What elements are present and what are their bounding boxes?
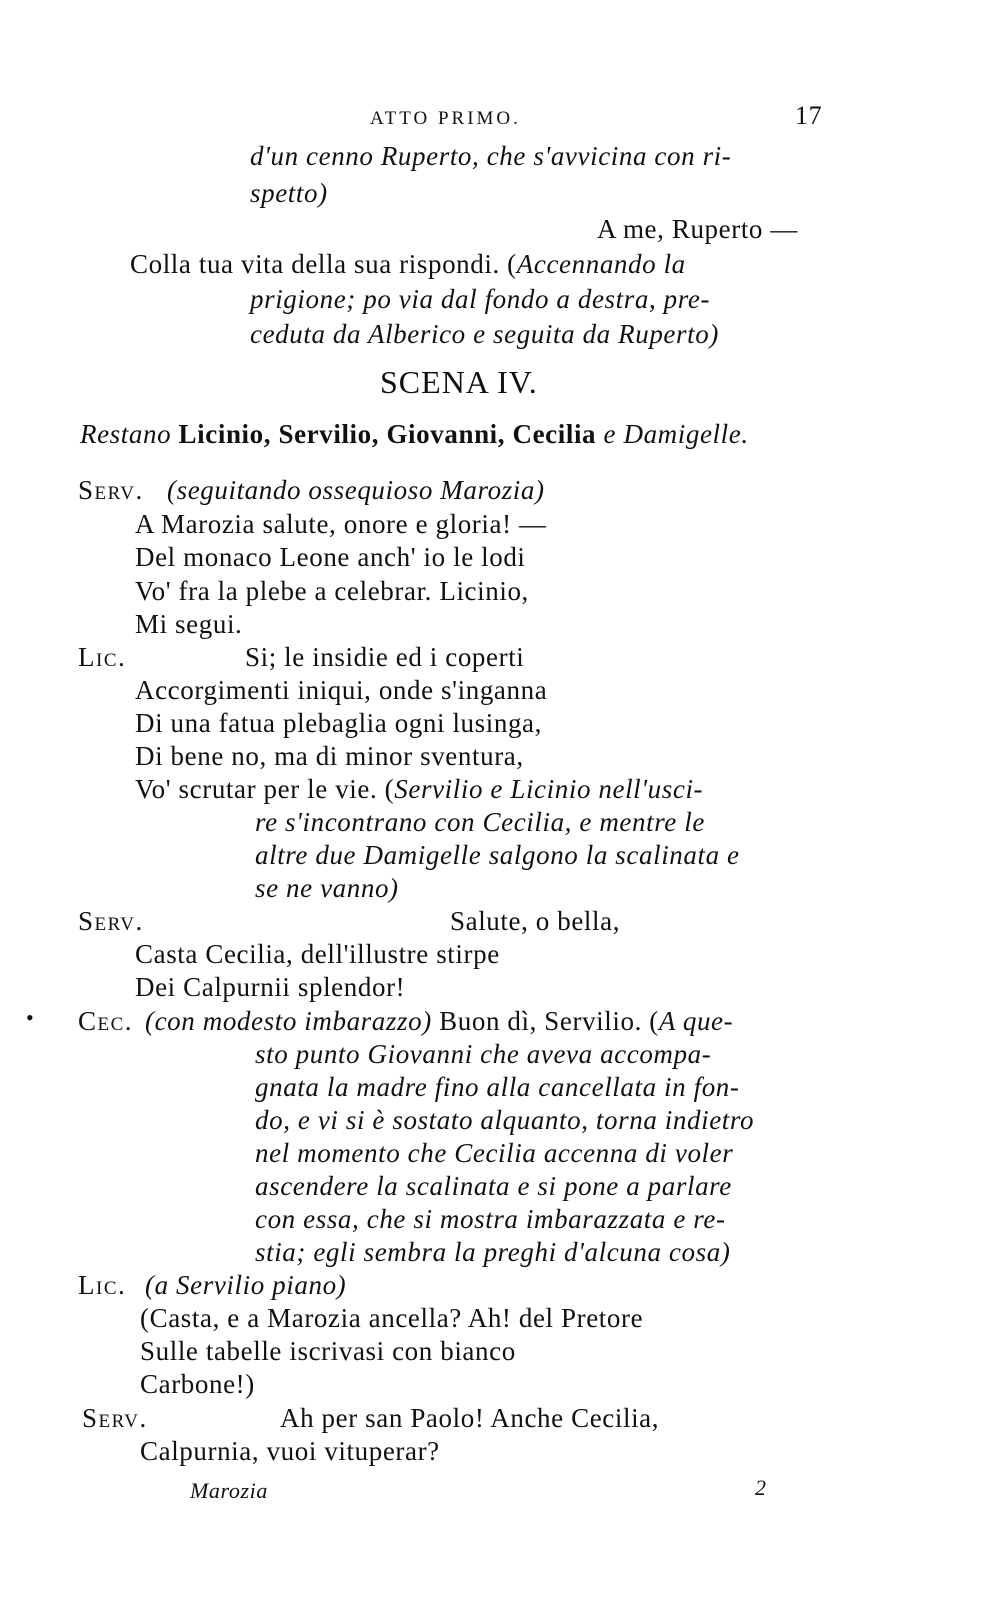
verse-line: Ah per san Paolo! Anche Cecilia, bbox=[280, 1403, 660, 1433]
verse-line: Salute, o bella, bbox=[450, 906, 621, 936]
stage-direction-line: nel momento che Cecilia accenna di voler bbox=[255, 1138, 734, 1168]
verse-line: Accorgimenti iniqui, onde s'inganna bbox=[135, 675, 548, 705]
stage-direction-line: altre due Damigelle salgono la scalinata e bbox=[255, 840, 740, 870]
speaker-licinio: Lic. bbox=[78, 642, 127, 672]
stage-direction-text: Servilio e Licinio nell'usci- bbox=[394, 774, 704, 804]
signature-number: 2 bbox=[755, 1475, 767, 1500]
stage-direction-line: se ne vanno) bbox=[255, 873, 399, 903]
cast-conjunction: e bbox=[603, 419, 617, 449]
stage-direction-line: (a Servilio piano) bbox=[145, 1270, 347, 1300]
verse-line: (Casta, e a Marozia ancella? Ah! del Pretore bbox=[140, 1303, 644, 1333]
verse-line: Carbone!) bbox=[140, 1369, 255, 1399]
speaker-servilio: Serv. bbox=[78, 475, 144, 505]
scene-title: SCENA IV. bbox=[380, 364, 538, 400]
stage-direction-line: sto punto Giovanni che aveva accompa- bbox=[255, 1039, 712, 1069]
stage-direction-text: A que- bbox=[658, 1006, 734, 1036]
page-number: 17 bbox=[795, 101, 823, 130]
stage-direction-text: (con modesto imbarazzo) bbox=[145, 1006, 432, 1036]
stage-direction-line: prigione; po via dal fondo a destra, pre- bbox=[250, 284, 711, 314]
verse-line: Di una fatua plebaglia ogni lusinga, bbox=[135, 708, 542, 738]
verse-text: Vo' scrutar per le vie. ( bbox=[135, 774, 395, 804]
verse-line: Si; le insidie ed i coperti bbox=[245, 642, 525, 672]
verse-line: Del monaco Leone anch' io le lodi bbox=[135, 542, 526, 572]
verse-line: Mi segui. bbox=[135, 609, 243, 639]
verse-line bbox=[130, 248, 686, 280]
stage-direction-line: spetto) bbox=[250, 178, 328, 208]
verse-line: Dei Calpurnii splendor! bbox=[135, 972, 406, 1002]
verse-text: Colla tua vita della sua rispondi. ( bbox=[130, 249, 517, 279]
speaker-servilio: Serv. bbox=[82, 1403, 148, 1433]
stage-direction-text: Accennando la bbox=[516, 249, 686, 279]
cast-restano: Restano bbox=[80, 419, 172, 449]
stage-direction-line: ceduta da Alberico e seguita da Ruperto) bbox=[250, 319, 719, 349]
stage-direction-line: d'un cenno Ruperto, che s'avvicina con ri- bbox=[250, 141, 732, 171]
verse-line: Sulle tabelle iscrivasi con bianco bbox=[140, 1336, 516, 1366]
verse-line: Casta Cecilia, dell'illustre stirpe bbox=[135, 939, 500, 969]
stage-direction-line: re s'incontrano con Cecilia, e mentre le bbox=[255, 807, 705, 837]
running-title: ATTO PRIMO. bbox=[370, 108, 521, 129]
verse-line: Vo' fra la plebe a celebrar. Licinio, bbox=[135, 576, 529, 606]
cast-names: Licinio, Servilio, Giovanni, Cecilia bbox=[178, 419, 597, 449]
verse-line bbox=[145, 1005, 733, 1037]
verse-line: A me, Ruperto — bbox=[597, 214, 798, 244]
speaker-servilio: Serv. bbox=[78, 906, 144, 936]
verse-text: Buon dì, Servilio. ( bbox=[431, 1006, 659, 1036]
speaker-licinio: Lic. bbox=[78, 1270, 127, 1300]
stage-direction-line: (seguitando ossequioso Marozia) bbox=[167, 475, 545, 505]
stage-direction-line: ascendere la scalinata e si pone a parlare bbox=[255, 1171, 732, 1201]
stage-direction-line: do, e vi si è sostato alquanto, torna indietro bbox=[255, 1105, 755, 1135]
signature-title: Marozia bbox=[190, 1478, 268, 1503]
cast-damigelle: Damigelle. bbox=[623, 419, 749, 449]
stage-direction-line: gnata la madre fino alla cancellata in fon- bbox=[255, 1072, 740, 1102]
stage-direction-line: stia; egli sembra la preghi d'alcuna cosa) bbox=[255, 1237, 731, 1267]
stage-direction-line: con essa, che si mostra imbarazzata e re- bbox=[255, 1204, 726, 1234]
margin-mark: • bbox=[26, 1005, 35, 1030]
verse-line: Di bene no, ma di minor sventura, bbox=[135, 741, 524, 771]
verse-line: Calpurnia, vuoi vituperar? bbox=[140, 1436, 440, 1466]
scene-cast bbox=[80, 418, 749, 450]
verse-line: A Marozia salute, onore e gloria! — bbox=[135, 509, 547, 539]
verse-line bbox=[135, 773, 703, 805]
speaker-cecilia: Cec. bbox=[78, 1006, 134, 1036]
